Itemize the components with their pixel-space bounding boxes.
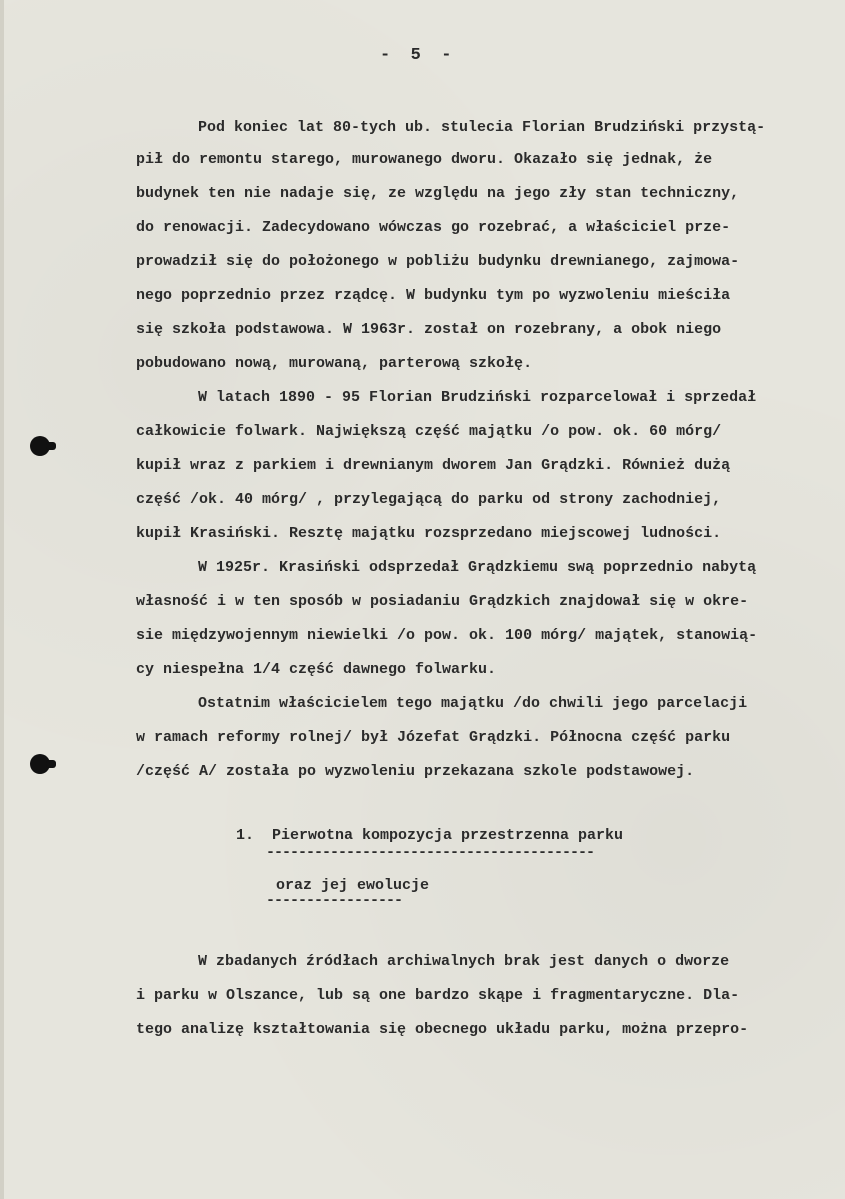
paragraph-1-line-3: budynek ten nie nadaje się, ze względu na jego zły stan techniczny,	[136, 185, 740, 202]
paragraph-2-line-3: kupił wraz z parkiem i drewnianym dworem Jan Grądzki. Również dużą	[136, 457, 731, 474]
section-heading-line-2: oraz jej ewolucje	[276, 877, 430, 894]
paragraph-1-line-1: Pod koniec lat 80-tych ub. stulecia Florian Brudziński przystą-	[198, 119, 766, 136]
paragraph-5-line-2: i parku w Olszance, lub są one bardzo skąpe i fragmentaryczne. Dla-	[136, 987, 740, 1004]
paragraph-1-line-7: się szkoła podstawowa. W 1963r. został on rozebrany, a obok niego	[136, 321, 722, 338]
punch-hole-icon	[30, 754, 50, 774]
paragraph-1-line-6: nego poprzednio przez rządcę. W budynku tym po wyzwoleniu mieściła	[136, 287, 731, 304]
paragraph-2-line-2: całkowicie folwark. Największą część majątku /o pow. ok. 60 mórg/	[136, 423, 722, 440]
paragraph-4-line-1: Ostatnim właścicielem tego majątku /do chwili jego parcelacji	[198, 695, 748, 712]
paragraph-4-line-2: w ramach reformy rolnej/ był Józefat Grądzki. Północna część parku	[136, 729, 731, 746]
page-edge	[0, 0, 4, 1199]
paragraph-1-line-4: do renowacji. Zadecydowano wówczas go rozebrać, a właściciel prze-	[136, 219, 731, 236]
section-heading-underline-2: -----------------	[266, 894, 403, 908]
paragraph-3-line-3: sie międzywojennym niewielki /o pow. ok. 100 mórg/ majątek, stanowią-	[136, 627, 758, 644]
paragraph-2-line-5: kupił Krasiński. Resztę majątku rozsprzedano miejscowej ludności.	[136, 525, 722, 542]
section-heading-underline-1: -----------------------------------------	[266, 846, 595, 860]
paragraph-1-line-8: pobudowano nową, murowaną, parterową szkołę.	[136, 355, 533, 372]
paragraph-1-line-5: prowadził się do położonego w pobliżu budynku drewnianego, zajmowa-	[136, 253, 740, 270]
paragraph-5-line-3: tego analizę kształtowania się obecnego układu parku, można przepro-	[136, 1021, 749, 1038]
paragraph-2-line-1: W latach 1890 - 95 Florian Brudziński rozparcelował i sprzedał	[198, 389, 757, 406]
section-heading-line-1: 1. Pierwotna kompozycja przestrzenna parku	[236, 827, 624, 844]
paragraph-4-line-3: /część A/ została po wyzwoleniu przekazana szkole podstawowej.	[136, 763, 695, 780]
paragraph-3-line-1: W 1925r. Krasiński odsprzedał Grądzkiemu swą poprzednio nabytą	[198, 559, 757, 576]
punch-hole-icon	[30, 436, 50, 456]
page-number: - 5 -	[380, 46, 452, 65]
paragraph-5-line-1: W zbadanych źródłach archiwalnych brak jest danych o dworze	[198, 953, 730, 970]
paragraph-2-line-4: część /ok. 40 mórg/ , przylegającą do parku od strony zachodniej,	[136, 491, 722, 508]
paragraph-3-line-4: cy niespełna 1/4 część dawnego folwarku.	[136, 661, 497, 678]
paragraph-1-line-2: pił do remontu starego, murowanego dworu. Okazało się jednak, że	[136, 151, 713, 168]
paragraph-3-line-2: własność i w ten sposób w posiadaniu Grądzkich znajdował się w okre-	[136, 593, 749, 610]
